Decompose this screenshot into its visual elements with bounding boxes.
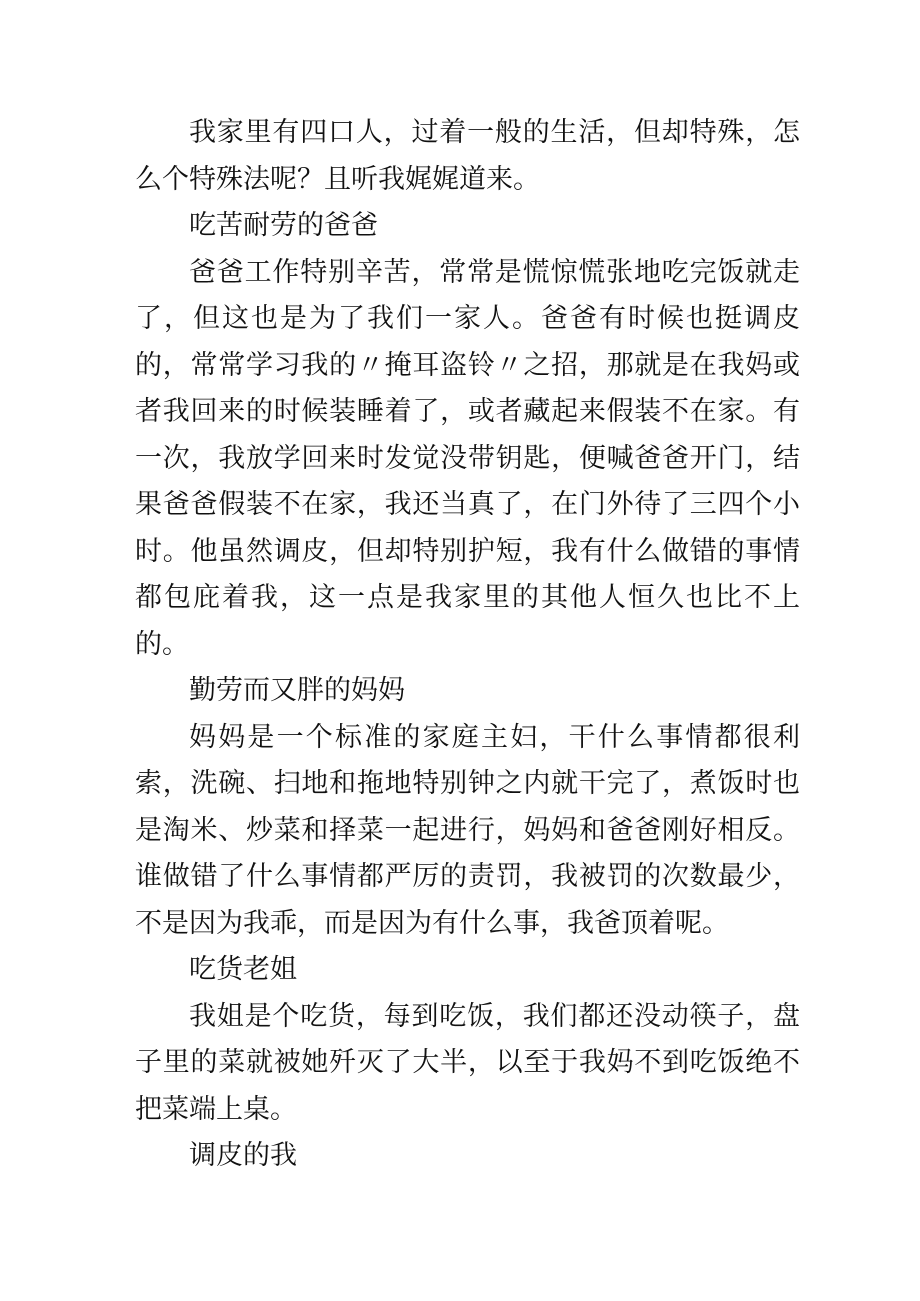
section-heading-mother: 勤劳而又胖的妈妈 — [189, 675, 405, 706]
paragraph-sister: 我姐是个吃货，每到吃饭，我们都还没动筷子，盘子里的菜就被她歼灭了大半，以至于我妈不到吃饭绝不把菜端上桌。 — [135, 1000, 800, 1125]
paragraph-father: 爸爸工作特别辛苦，常常是慌惊慌张地吃完饭就走了，但这也是为了我们一家人。爸爸有时候也挺调皮的，常常学习我的〃掩耳盗铃〃之招，那就是在我妈或者我回来的时候装睡着了，或者藏起来假装不在家。有一次，我放学回来时发觉没带钥匙，便喊爸爸开门，结果爸爸假装不在家，我还当真了，在门外待了三四个小时。他虽然调皮，但却特别护短，我有什么做错的事情都包庇着我，这一点是我家里的其他人恒久也比不上的。 — [135, 256, 800, 660]
section-heading-sister: 吃货老姐 — [189, 954, 297, 985]
document-body — [135, 110, 800, 1180]
paragraph-mother: 妈妈是一个标准的家庭主妇，干什么事情都很利索，洗碗、扫地和拖地特别钟之内就干完了，煮饭时也是淘米、炒菜和择菜一起进行，妈妈和爸爸刚好相反。谁做错了什么事情都严厉的责罚，我被罚的次数最少，不是因为我乖，而是因为有什么事，我爸顶着呢。 — [135, 721, 800, 939]
section-heading-me: 调皮的我 — [189, 1140, 297, 1171]
section-heading-father: 吃苦耐劳的爸爸 — [189, 210, 378, 241]
paragraph-intro: 我家里有四口人，过着一般的生活，但却特殊，怎么个特殊法呢？且听我娓娓道来。 — [135, 117, 800, 195]
